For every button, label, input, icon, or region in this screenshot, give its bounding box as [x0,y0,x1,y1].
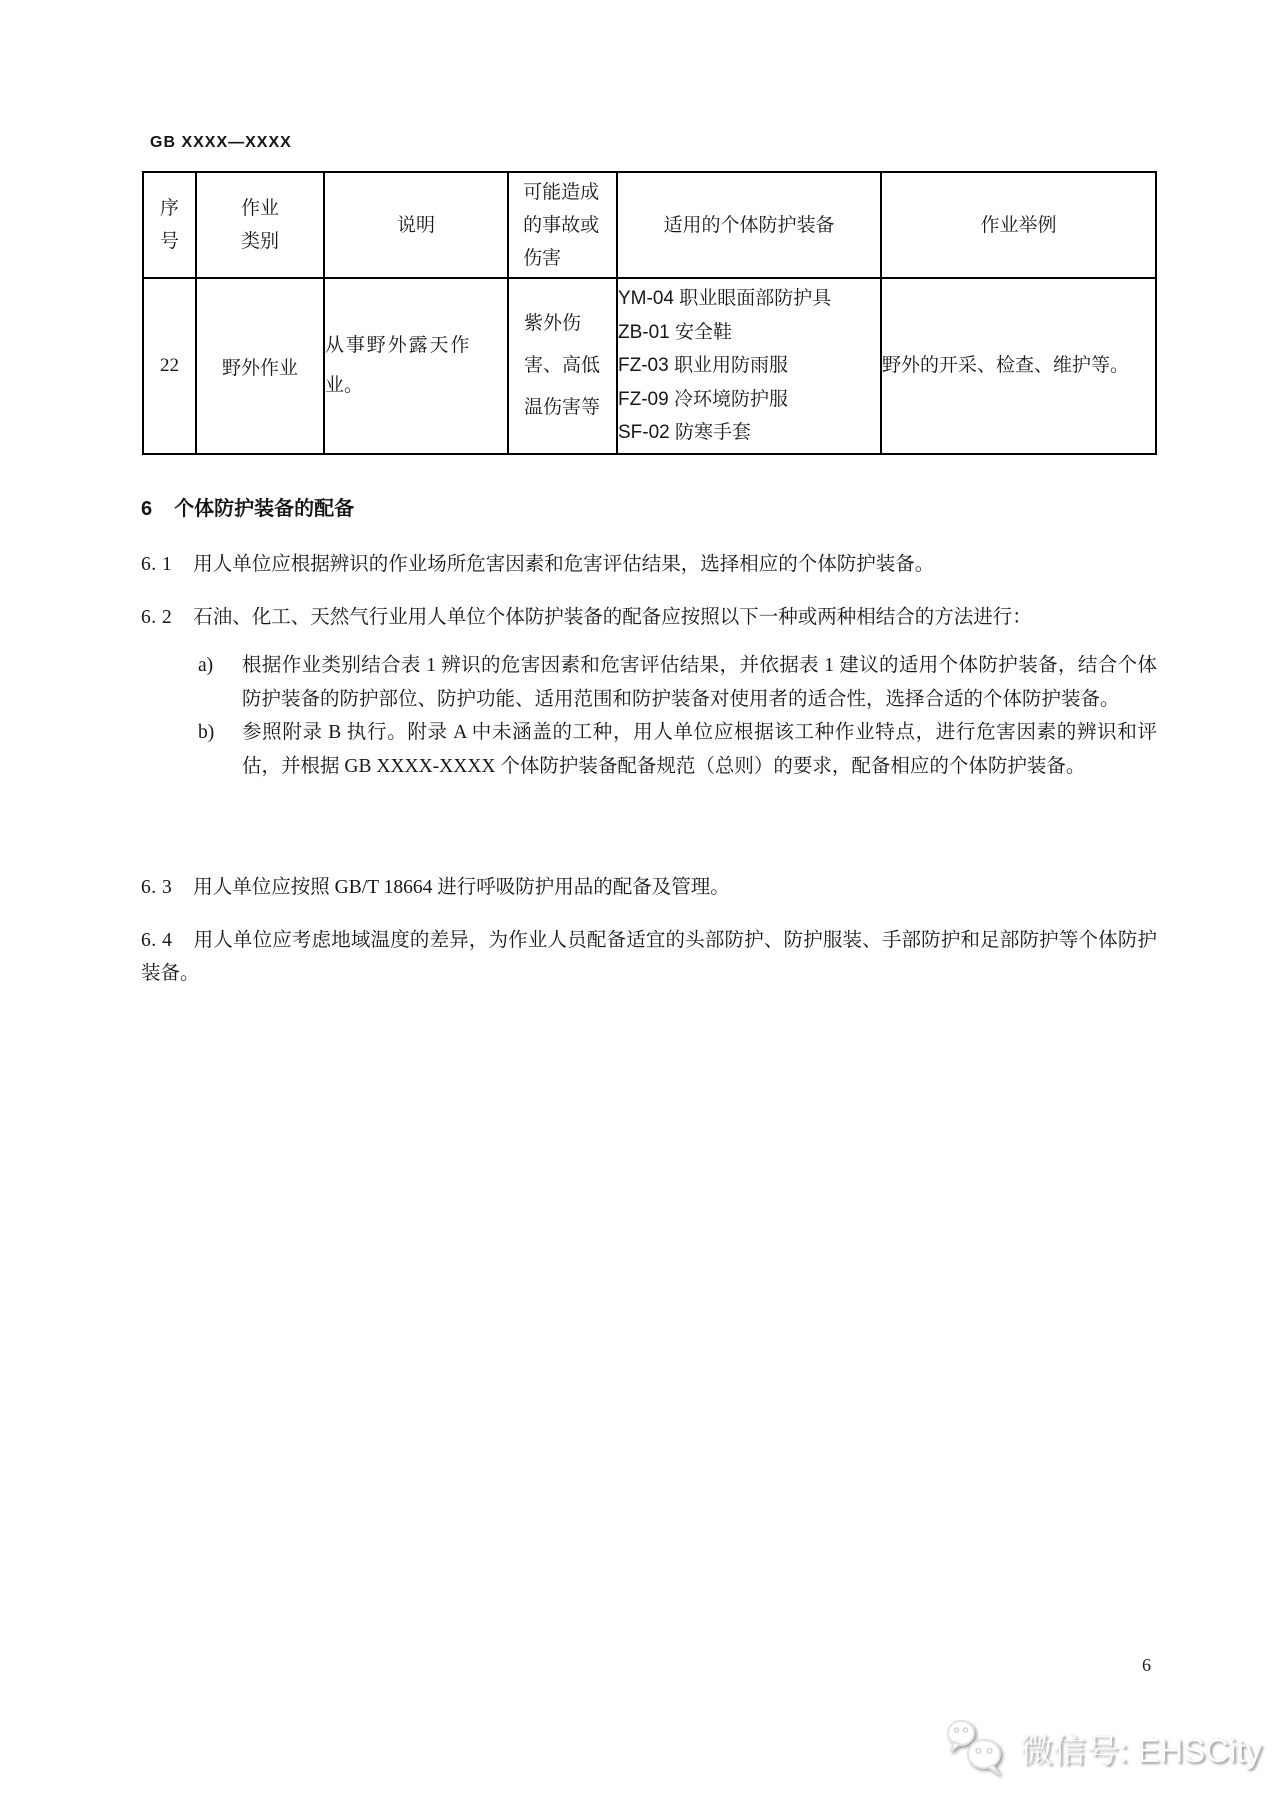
clause-text: 石油、化工、天然气行业用人单位个体防护装备的配备应按照以下一种或两种相结合的方法进行： [193,607,1032,628]
equipment-item: ZB-01 安全鞋 [618,321,733,343]
clause-6-1 [141,548,1157,581]
cell-equipment [617,278,881,454]
list-marker: b) [198,722,215,743]
clause-number: 6. 3 [141,877,173,898]
clause-text: 用人单位应按照 GB/T 18664 进行呼吸防护用品的配备及管理。 [193,877,730,898]
table-row [143,278,1156,454]
equipment-item: FZ-03 职业用防雨服 [618,355,788,377]
col-header-hazards: 可能造成的事故或伤害 [508,172,617,278]
section-title: 个体防护装备的配备 [174,498,355,520]
list-item-a [196,649,1157,716]
col-header-category: 作业类别 [196,172,324,278]
section-number: 6 [141,498,153,520]
cell-examples: 野外的开采、检查、维护等。 [881,278,1156,454]
col-header-description: 说明 [324,172,508,278]
section-heading [141,492,354,521]
cell-description: 从事野外露天作业。 [324,278,508,454]
table-header-row [143,172,1156,278]
equipment-item: SF-02 防寒手套 [618,422,752,444]
cell-hazards: 紫外伤害、高低温伤害等 [508,278,617,454]
clause-6-4 [141,924,1157,990]
clause-6-3 [141,871,1157,904]
list-item-b [196,716,1157,783]
standard-code: GB XXXX—XXXX [150,134,292,151]
equipment-item: YM-04 职业眼面部防护具 [618,288,832,310]
wechat-account-label: 微信号: EHSCity [1020,1731,1263,1769]
list-marker: a) [198,655,214,676]
cell-category: 野外作业 [196,278,324,454]
clause-number: 6. 2 [141,607,173,628]
cell-serial: 22 [143,278,196,454]
ppe-table [142,171,1157,455]
list-item-text: 参照附录 B 执行。附录 A 中未涵盖的工种，用人单位应根据该工种作业特点，进行危害因素的辨识和评估，并根据 GB XXXX-XXXX 个体防护装备配备规范（总则）的要求，配备相应的个体防护装备。 [242,722,1157,777]
clause-number: 6. 1 [141,554,173,575]
clause-text: 用人单位应根据辨识的作业场所危害因素和危害评估结果，选择相应的个体防护装备。 [193,554,935,575]
wechat-icon [944,1718,1010,1778]
equipment-item: FZ-09 冷环境防护服 [618,388,788,410]
clause-number: 6. 4 [141,930,173,951]
clause-6-2-list [196,649,1157,783]
col-header-equipment: 适用的个体防护装备 [617,172,881,278]
col-header-serial: 序号 [143,172,196,278]
page-number: 6 [1142,1655,1151,1675]
clause-6-2 [141,601,1157,634]
col-header-examples: 作业举例 [881,172,1156,278]
wechat-footer [944,1718,1262,1778]
clause-text: 用人单位应考虑地域温度的差异，为作业人员配备适宜的头部防护、防护服装、手部防护和足部防护等个体防护装备。 [141,930,1157,984]
list-item-text: 根据作业类别结合表 1 辨识的危害因素和危害评估结果，并依据表 1 建议的适用个体防护装备，结合个体防护装备的防护部位、防护功能、适用范围和防护装备对使用者的适合性，选择合适的个体防护装备。 [242,655,1157,710]
